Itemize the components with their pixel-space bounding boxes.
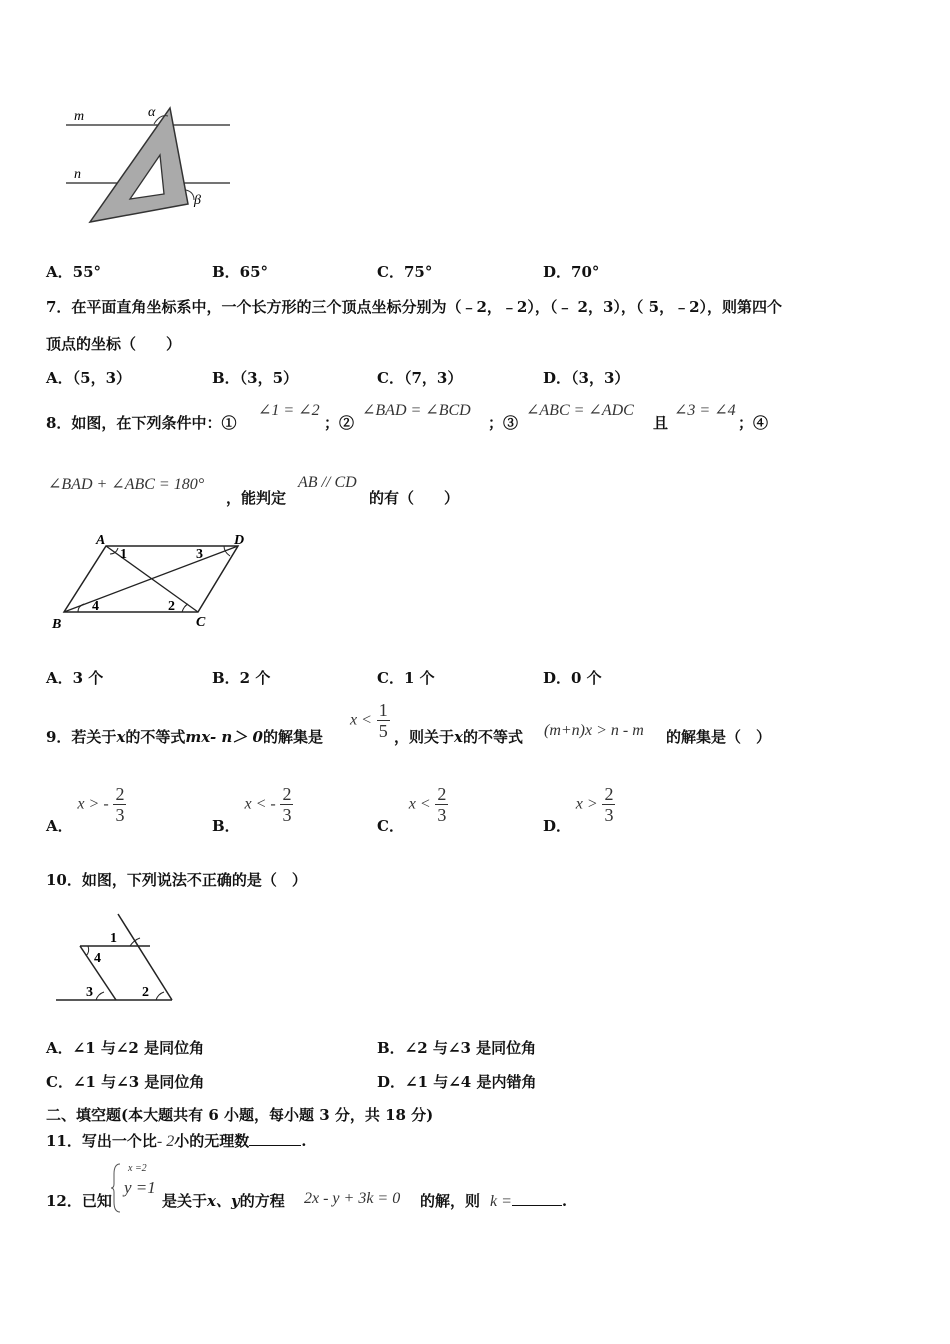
- label-alpha: α: [148, 105, 156, 120]
- q8-condition-4: ∠BAD + ∠ABC = 180°: [48, 476, 205, 493]
- q8-option-a: A．3 个: [46, 669, 104, 687]
- q9-sol-lhs: x <: [350, 711, 372, 729]
- q8-option-b: B．2 个: [212, 669, 271, 687]
- q11-stem: [46, 1130, 306, 1151]
- vertex-b: B: [52, 617, 62, 632]
- q9-option-d: [543, 784, 615, 835]
- angle-2: 2: [168, 599, 175, 614]
- q9-sol-frac: [377, 700, 390, 741]
- q12-stem: [162, 1190, 285, 1211]
- vertex-a: A: [96, 533, 106, 548]
- q9-option-c-label: C．: [377, 816, 404, 835]
- q12-system-bottom: y =1: [124, 1178, 156, 1197]
- label-m: m: [74, 109, 85, 124]
- angle-3: 3: [86, 985, 93, 1000]
- q7-option-c: C．（7，3）: [377, 369, 463, 387]
- q6-option-d: D．70°: [543, 263, 600, 281]
- angle-4: 4: [92, 599, 99, 614]
- q12-mid: 是关于: [162, 1192, 208, 1210]
- q11-suffix: 小的无理数: [174, 1132, 250, 1150]
- q9-prefix: 9．若关于: [46, 728, 117, 746]
- q7-option-a: A．（5，3）: [46, 369, 132, 387]
- q9-stem-2: [394, 726, 523, 747]
- q9-option-a-frac: [113, 784, 126, 825]
- q12-system-top: x =2: [128, 1163, 147, 1174]
- q8-condition-2: ∠BAD = ∠BCD: [362, 402, 471, 419]
- section-heading: 二、填空题(本大题共有 6 小题，每小题 3 分，共 18 分): [46, 1106, 434, 1124]
- angle-3: 3: [196, 547, 203, 562]
- q9-option-a-label: A．: [46, 816, 73, 835]
- q7-option-d: D．（3，3）: [543, 369, 630, 387]
- q9-option-a-num: 2: [115, 784, 125, 804]
- q12-k: k =: [490, 1193, 512, 1210]
- q9-option-c-num: 2: [437, 784, 447, 804]
- q9-mid3: ，则关于: [394, 728, 455, 746]
- vertex-d: D: [234, 533, 245, 548]
- q12-mid2: 的方程: [239, 1192, 285, 1210]
- q7-option-b: B．（3，5）: [212, 369, 299, 387]
- q12-prefix: 12．已知: [46, 1192, 112, 1210]
- q12-answer-blank[interactable]: [512, 1205, 562, 1206]
- q10-option-a: A．∠1 与∠2 是同位角: [46, 1039, 205, 1057]
- q9-solution: [350, 700, 390, 741]
- q8-condition-3: ∠ABC = ∠ADC: [526, 402, 634, 419]
- q8-and: 且: [653, 414, 669, 432]
- q12-vars: x、y: [207, 1192, 240, 1210]
- q12-equation: 2x - y + 3k = 0: [304, 1190, 401, 1207]
- q9-option-a-den: 3: [115, 805, 125, 825]
- q9-mid4: 的不等式: [462, 728, 523, 746]
- q9-option-d-num: 2: [604, 784, 614, 804]
- q10-option-c: C．∠1 与∠3 是同位角: [46, 1073, 205, 1091]
- label-n: n: [74, 167, 81, 182]
- q8-condition-3b: ∠3 = ∠4: [674, 402, 736, 419]
- q8-option-c: C．1 个: [377, 669, 435, 687]
- q9-option-c: [377, 784, 448, 835]
- q8-text-2: ，能判定: [226, 489, 287, 507]
- q8-condition-1: ∠1 = ∠2: [258, 402, 320, 419]
- q6-option-a: A．55°: [46, 263, 102, 281]
- q12-brace: [110, 1162, 122, 1214]
- q9-stem: [46, 726, 323, 747]
- angle-4: 4: [94, 951, 101, 966]
- q9-mid2: 的解集是: [262, 728, 323, 746]
- q9-option-d-den: 3: [604, 805, 614, 825]
- q10-option-b: B．∠2 与∠3 是同位角: [377, 1039, 537, 1057]
- q11-end: .: [301, 1132, 307, 1150]
- q9-option-b-den: 3: [282, 805, 292, 825]
- angle-2: 2: [142, 985, 149, 1000]
- q11-answer-blank[interactable]: [249, 1145, 301, 1146]
- q6-figure: [60, 100, 240, 230]
- q9-option-c-den: 3: [437, 805, 447, 825]
- q8-sep-1: ；②: [324, 414, 355, 432]
- q12-answer: [490, 1192, 567, 1211]
- q11-prefix: 11．写出一个比: [46, 1132, 157, 1150]
- q8-sep-2: ；③: [488, 414, 519, 432]
- q10-option-d: D．∠1 与∠4 是内错角: [377, 1073, 537, 1091]
- q9-option-b: [212, 784, 293, 835]
- q10-figure: [48, 900, 188, 1010]
- q8-prefix: 8．如图，在下列条件中：①: [46, 414, 237, 432]
- q8-figure: [48, 526, 258, 632]
- q9-sol-num: 1: [378, 700, 388, 720]
- q9-x-2: x: [454, 728, 463, 746]
- q12-mid3: 的解，则: [420, 1192, 481, 1210]
- q9-option-c-lhs: x <: [408, 795, 431, 813]
- q9-inequality-2: (m+n)x > n - m: [544, 722, 644, 739]
- q9-option-d-frac: [602, 784, 615, 825]
- q9-suffix: 的解集是（ ）: [666, 728, 772, 746]
- diagonal-bd: [64, 546, 238, 612]
- q9-option-d-label: D．: [543, 816, 572, 835]
- q9-option-c-frac: [435, 784, 448, 825]
- q9-x: x: [116, 728, 126, 746]
- q9-inequality: mx- n＞ 0: [185, 728, 263, 746]
- label-beta: β: [194, 193, 201, 208]
- q9-option-d-lhs: x >: [575, 795, 598, 813]
- q6-option-c: C．75°: [377, 263, 433, 281]
- angle-1: 1: [120, 547, 127, 562]
- q9-option-b-lhs: x < -: [244, 795, 276, 813]
- q8-parallel: AB // CD: [298, 474, 357, 491]
- q7-stem-line2: 顶点的坐标（ ）: [46, 335, 182, 353]
- q9-sol-den: 5: [378, 721, 388, 741]
- q9-option-b-num: 2: [282, 784, 292, 804]
- q9-mid1: 的不等式: [125, 728, 186, 746]
- q7-stem-line1: 7．在平面直角坐标系中，一个长方形的三个顶点坐标分别为（﹣2，﹣2），（﹣ 2，3），（ 5，﹣2），则第四个: [46, 298, 783, 316]
- vertex-c: C: [196, 615, 206, 630]
- q8-option-d: D．0 个: [543, 669, 602, 687]
- q9-option-a-lhs: x > -: [77, 795, 109, 813]
- q9-option-b-label: B．: [212, 816, 240, 835]
- angle-1: 1: [110, 931, 117, 946]
- q11-value: - 2: [156, 1133, 175, 1150]
- q9-option-a: [46, 784, 126, 835]
- q12-end: .: [561, 1192, 568, 1210]
- q9-option-b-frac: [280, 784, 293, 825]
- q8-sep-3: ；④: [738, 414, 769, 432]
- q6-option-b: B．65°: [212, 263, 269, 281]
- q8-text-3: 的有（ ）: [369, 489, 460, 507]
- q10-stem: 10．如图，下列说法不正确的是（ ）: [46, 871, 307, 889]
